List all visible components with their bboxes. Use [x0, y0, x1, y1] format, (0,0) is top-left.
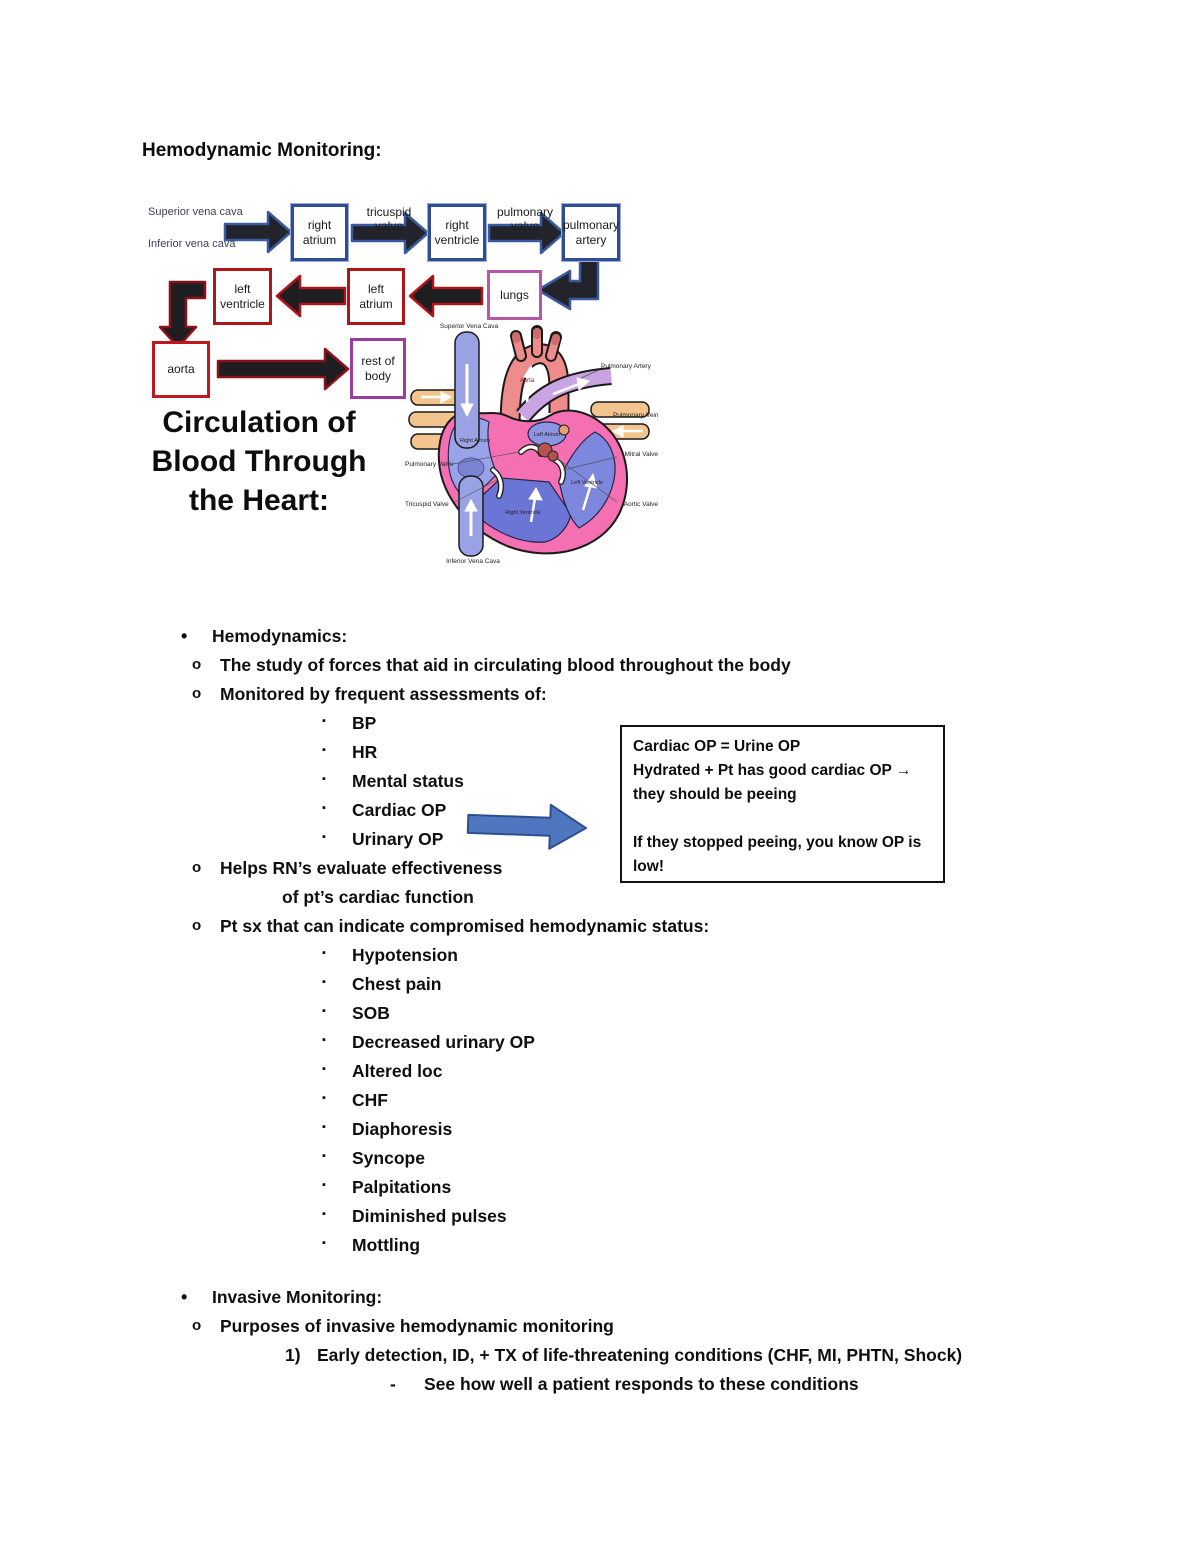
- bullet-item: o Helps RN’s evaluate effectiveness: [0, 854, 1120, 883]
- bullet-item: ▪ Chest pain: [0, 970, 1120, 999]
- flow-box-left-ventricle: left ventricle: [213, 268, 272, 325]
- number-marker: 1): [285, 1345, 301, 1365]
- flow-box-pulmonary-artery: pulmonary artery: [562, 204, 620, 261]
- flow-label-pulmonary-valve-text: pulmonary valve: [496, 205, 554, 233]
- bullet-icon: o: [192, 917, 202, 934]
- bullet-item: ▪ Syncope: [0, 1144, 1120, 1173]
- flow-box-aorta: aorta: [152, 341, 210, 398]
- arrow-bend-down-icon: [160, 282, 205, 347]
- bullet-icon: ▪: [322, 1005, 326, 1017]
- heart-label-left-atrium: Left Atrium: [533, 432, 561, 438]
- bullet-item: ▪ Hypotension: [0, 941, 1120, 970]
- heart-label-pulmonary-vein: Pulmonary Vein: [613, 412, 659, 419]
- heart-label-mitral-valve: Mitral Valve: [624, 451, 658, 458]
- heart-label-left-ventricle: Left Ventricle: [571, 480, 603, 486]
- bullet-item: ▪ Decreased urinary OP: [0, 1028, 1120, 1057]
- bullet-item: ▪ Diminished pulses: [0, 1202, 1120, 1231]
- bullet-icon: ▪: [322, 1034, 326, 1046]
- bullet-item: o The study of forces that aid in circulating blood throughout the body: [0, 651, 1120, 680]
- bullet-icon: ▪: [322, 1063, 326, 1075]
- label-superior-vena-cava: Superior vena cava: [148, 206, 243, 218]
- dash-marker: -: [390, 1374, 396, 1394]
- flow-box-lungs: lungs: [487, 270, 542, 320]
- dash-item: - See how well a patient responds to these conditions: [0, 1370, 1120, 1399]
- bullet-item: ▪ SOB: [0, 999, 1120, 1028]
- callout-line-1: Cardiac OP = Urine OP: [633, 738, 801, 755]
- heart-label-aortic-valve: Aortic Valve: [623, 501, 658, 508]
- flowchart-caption: Circulation of Blood Through the Heart:: [151, 406, 367, 517]
- bullet-icon: o: [192, 1317, 202, 1334]
- arrow-right-icon: [218, 349, 348, 389]
- heart-label-right-ventricle: Right Ventricle: [505, 510, 541, 516]
- notes-body: [0, 622, 1120, 1399]
- bullet-item: ▪ Mental status: [0, 767, 1120, 796]
- bullet-icon: ▪: [322, 715, 326, 727]
- heading-text: Invasive Monitoring:: [212, 1287, 383, 1307]
- bullet-icon: ▪: [322, 1208, 326, 1220]
- heart-label-pulmonary-valve: Pulmonary Valve: [405, 461, 454, 468]
- bullet-icon: o: [192, 656, 202, 673]
- callout-box: [620, 725, 945, 883]
- heart-diagram-illustration: [403, 318, 660, 565]
- bullet-icon: •: [181, 1287, 188, 1307]
- bullet-item: ▪ Mottling: [0, 1231, 1120, 1260]
- numbered-item: 1) Early detection, ID, + TX of life-threatening conditions (CHF, MI, PHTN, Shock): [0, 1341, 1120, 1370]
- bullet-item: o Pt sx that can indicate compromised hemodynamic status:: [0, 912, 1120, 941]
- heart-label-aorta: Aorta: [519, 378, 535, 384]
- callout-pointer-arrow-icon: [465, 800, 591, 854]
- arrow-bend-left-icon: [538, 259, 598, 309]
- heart-label-right-atrium: Right Atrium: [460, 438, 490, 444]
- bullet-icon: ▪: [322, 831, 326, 843]
- arrow-left-icon: [277, 276, 345, 316]
- heart-label-inferior-vena-cava: Inferior Vena Cava: [446, 558, 500, 565]
- bullet-icon: ▪: [322, 1237, 326, 1249]
- bullet-item: ▪ Urinary OP: [0, 825, 1120, 854]
- bullet-icon: •: [181, 626, 188, 646]
- callout-line-2: Hydrated + Pt has good cardiac OP → they should be peeing: [633, 762, 912, 803]
- flow-box-right-ventricle: right ventricle: [428, 204, 486, 261]
- bullet-item: ▪ Palpitations: [0, 1173, 1120, 1202]
- bullet-item: ▪ HR: [0, 738, 1120, 767]
- page-title: Hemodynamic Monitoring:: [142, 140, 382, 161]
- bullet-item: ▪ Cardiac OP: [0, 796, 1120, 825]
- bullet-icon: ▪: [322, 1121, 326, 1133]
- bullet-icon: ▪: [322, 1092, 326, 1104]
- bullet-item: o Purposes of invasive hemodynamic monitoring: [0, 1312, 1120, 1341]
- bullet-icon: ▪: [322, 773, 326, 785]
- bullet-item: o Monitored by frequent assessments of:: [0, 680, 1120, 709]
- bullet-icon: o: [192, 859, 202, 876]
- flow-box-right-atrium: right atrium: [291, 204, 348, 261]
- bullet-icon: ▪: [322, 744, 326, 756]
- flow-box-rest-of-body: rest of body: [350, 338, 406, 399]
- bullet-item: ▪ Diaphoresis: [0, 1115, 1120, 1144]
- label-inferior-vena-cava: Inferior vena cava: [148, 238, 236, 250]
- flow-label-tricuspid-valve: [352, 205, 426, 261]
- flow-label-tricuspid-valve-text: tricuspid valve: [366, 205, 412, 233]
- bullet-heading: [0, 622, 1120, 651]
- bullet-item: ▪ CHF: [0, 1086, 1120, 1115]
- bullet-icon: ▪: [322, 802, 326, 814]
- flow-label-pulmonary-valve: [486, 205, 564, 261]
- heart-label-tricuspid-valve: Tricuspid Valve: [405, 501, 449, 508]
- vein-opening-shape: [559, 425, 569, 435]
- heart-label-superior-vena-cava: Superior Vena Cava: [439, 323, 499, 330]
- bullet-icon: ▪: [322, 947, 326, 959]
- flow-box-left-atrium: left atrium: [347, 268, 405, 325]
- bullet-icon: ▪: [322, 1150, 326, 1162]
- bullet-item: ▪ BP: [0, 709, 1120, 738]
- bullet-icon: ▪: [322, 1179, 326, 1191]
- heading-text: Hemodynamics:: [212, 626, 348, 646]
- callout-line-3: If they stopped peeing, you know OP is low!: [633, 834, 922, 875]
- bullet-item-continuation: of pt’s cardiac function: [282, 887, 474, 907]
- bullet-icon: ▪: [322, 976, 326, 988]
- heart-label-pulmonary-artery: Pulmonary Artery: [601, 363, 651, 370]
- bullet-icon: o: [192, 685, 202, 702]
- bullet-heading: [0, 1283, 1120, 1312]
- arrow-left-icon: [410, 276, 482, 316]
- aortic-valve-shape: [548, 451, 558, 461]
- bullet-item: ▪ Altered loc: [0, 1057, 1120, 1086]
